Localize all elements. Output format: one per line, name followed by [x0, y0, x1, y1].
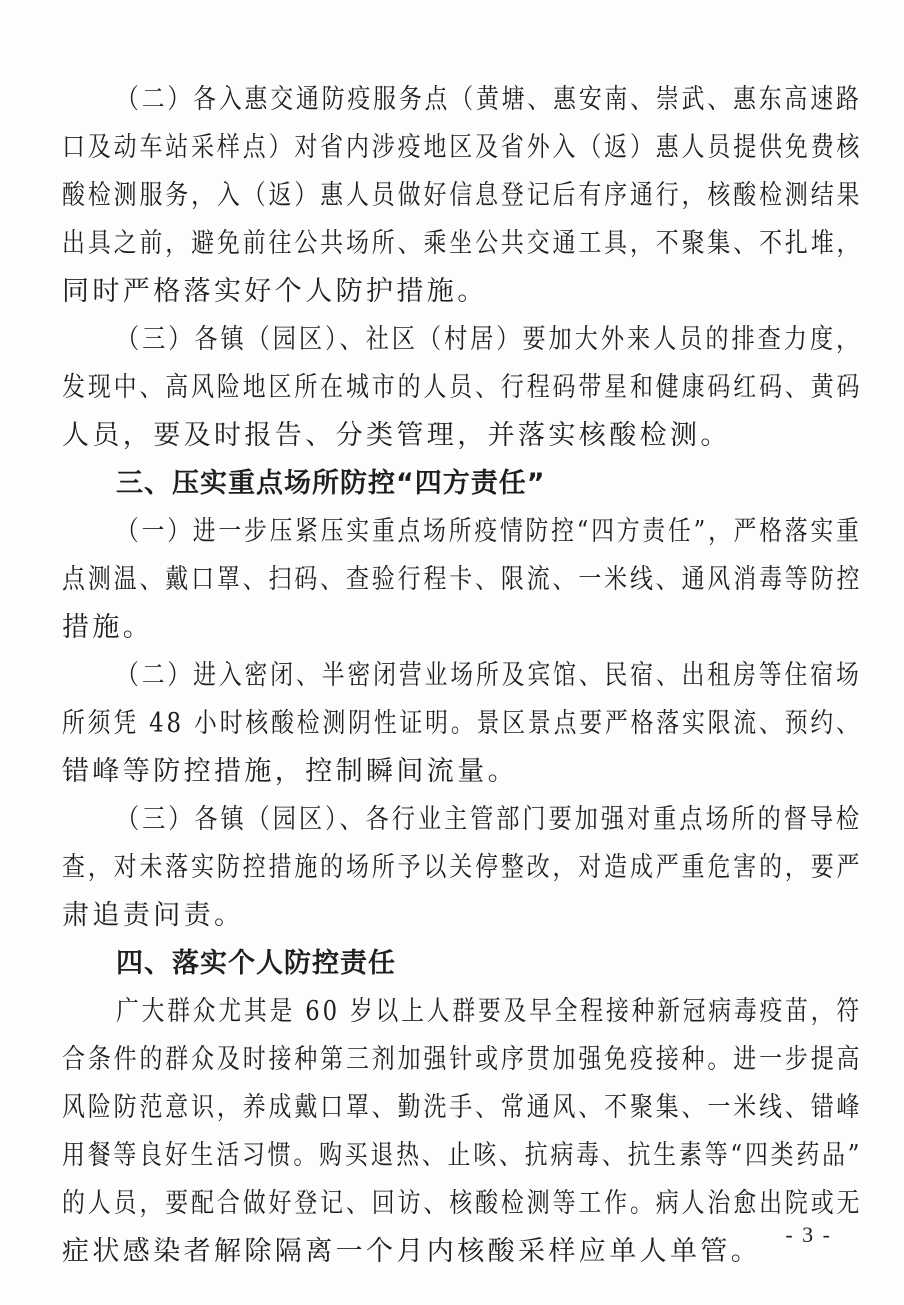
para-line: 合条件的群众及时接种第三剂加强针或序贯加强免疫接种。进一步提高: [62, 1044, 863, 1075]
para-line: 酸检测服务，入（返）惠人员做好信息登记后有序通行，核酸检测结果: [62, 180, 863, 211]
section-heading: 四、落实个人防控责任: [116, 948, 396, 979]
para-line: 的人员，要配合做好登记、回访、核酸检测等工作。病人治愈出院或无: [62, 1188, 863, 1219]
para-line: 所须凭 48 小时核酸检测阴性证明。景区景点要严格落实限流、预约、: [62, 708, 862, 739]
para-line: 口及动车站采样点）对省内涉疫地区及省外入（返）惠人员提供免费核: [62, 132, 863, 163]
para-line: 查，对未落实防控措施的场所予以关停整改，对造成严重危害的，要严: [62, 852, 863, 883]
section-heading: 三、压实重点场所防控“四方责任”: [116, 468, 546, 499]
para-line: 人员，要及时报告、分类管理，并落实核酸检测。: [62, 420, 731, 451]
para-line: 广大群众尤其是 60 岁以上人群要及早全程接种新冠病毒疫苗，符: [116, 996, 862, 1027]
para-line: （一）进一步压紧压实重点场所疫情防控“四方责任”，严格落实重: [116, 516, 862, 547]
para-line: 肃追责问责。: [62, 900, 245, 931]
para-line: 用餐等良好生活习惯。购买退热、止咳、抗病毒、抗生素等“四类药品”: [62, 1140, 863, 1171]
para-line: 错峰等防控措施，控制瞬间流量。: [62, 756, 518, 787]
para-line: （三）各镇（园区）、各行业主管部门要加强对重点场所的督导检: [116, 804, 863, 835]
para-line: 出具之前，避免前往公共场所、乘坐公共交通工具，不聚集、不扎堆，: [62, 228, 863, 259]
para-line: 点测温、戴口罩、扫码、查验行程卡、限流、一米线、通风消毒等防控: [62, 564, 863, 595]
para-line: 措施。: [62, 612, 154, 643]
para-line: （二）各入惠交通防疫服务点（黄塘、惠安南、崇武、惠东高速路: [116, 84, 862, 115]
para-line: （三）各镇（园区）、社区（村居）要加大外来人员的排查力度，: [116, 324, 863, 355]
para-line: 发现中、高风险地区所在城市的人员、行程码带星和健康码红码、黄码: [62, 372, 863, 403]
para-line: 同时严格落实好个人防护措施。: [62, 276, 488, 307]
para-line: （二）进入密闭、半密闭营业场所及宾馆、民宿、出租房等住宿场: [116, 660, 862, 691]
page-number: - 3 -: [785, 1222, 832, 1247]
para-line: 症状感染者解除隔离一个月内核酸采样应单人单管。: [62, 1236, 762, 1267]
para-line: 风险防范意识，养成戴口罩、勤洗手、常通风、不聚集、一米线、错峰: [62, 1092, 863, 1123]
